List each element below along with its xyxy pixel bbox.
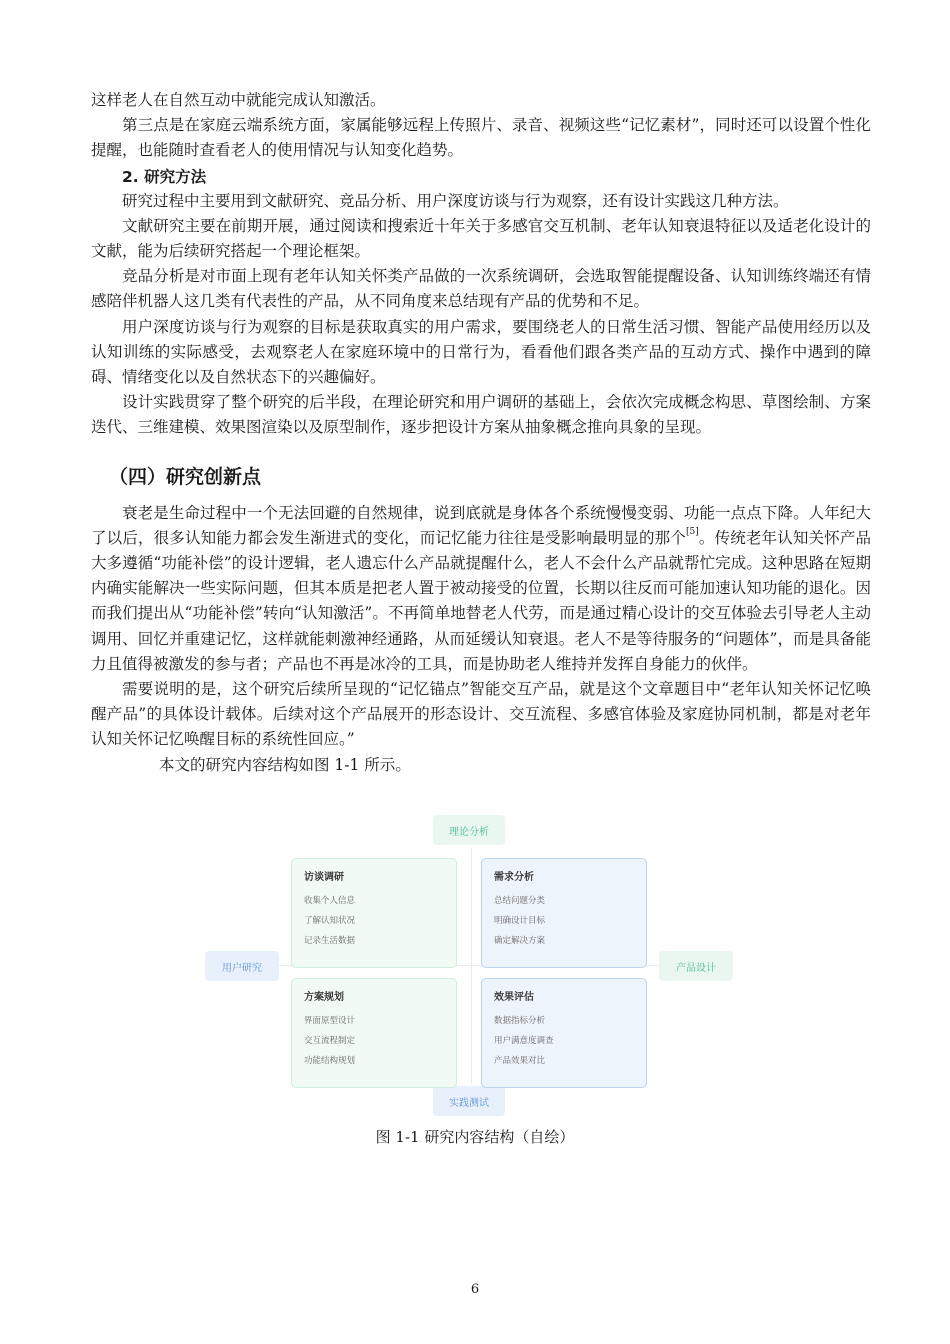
quadrant-needs bbox=[481, 858, 647, 968]
label-theory: 理论分析 bbox=[433, 815, 505, 845]
figure-intro: 本文的研究内容结构如图 1-1 所示。 bbox=[159, 755, 411, 774]
label-user-research: 用户研究 bbox=[205, 951, 279, 981]
label-practice-test: 实践测试 bbox=[433, 1086, 505, 1116]
text-run: 衰老是生命过程中一个无法回避的自然规律，说到底就是身体各个系统慢慢变弱、功能一点点下降。人年纪大了以后，很多认知能力都会发生渐进式的变化，而记忆能力往往是受影响最明显的那个 bbox=[91, 503, 871, 547]
subheading-methods: 2. 研究方法 bbox=[122, 167, 207, 186]
paragraph: 需要说明的是，这个研究后续所呈现的“记忆锚点”智能交互产品，就是这个文章题目中“老年认知关怀记忆唤醒产品”的具体设计载体。后续对这个产品展开的形态设计、交互流程、多感官体验及家庭协同机制，都是对老年认知关怀记忆唤醒目标的系统性回应。” bbox=[91, 680, 871, 749]
paragraph bbox=[91, 501, 871, 677]
quadrant-item: 功能结构规划 bbox=[304, 1056, 356, 1066]
section-heading: （四）研究创新点 bbox=[109, 465, 262, 488]
quadrant-item: 产品效果对比 bbox=[494, 1056, 546, 1066]
quadrant-title: 方案规划 bbox=[304, 992, 344, 1003]
quadrant-title: 需求分析 bbox=[494, 872, 534, 883]
quadrant-interview bbox=[291, 858, 457, 968]
quadrant-item: 收集个人信息 bbox=[304, 896, 356, 906]
paragraph: 竞品分析是对市面上现有老年认知关怀类产品做的一次系统调研，会选取智能提醒设备、认知训练终端还有情感陪伴机器人这几类有代表性的产品，从不同角度来总结现有产品的优势和不足。 bbox=[91, 267, 871, 311]
quadrant-item: 用户满意度调查 bbox=[494, 1036, 554, 1046]
research-structure-diagram bbox=[205, 810, 745, 1122]
quadrant-item: 总结问题分类 bbox=[494, 896, 546, 906]
page-body bbox=[91, 88, 871, 778]
paragraph: 文献研究主要在前期开展，通过阅读和搜索近十年关于多感官交互机制、老年认知衰退特征以及适老化设计的文献，能为后续研究搭起一个理论框架。 bbox=[91, 216, 871, 261]
quadrant-item: 交互流程制定 bbox=[304, 1036, 356, 1046]
quadrant-planning bbox=[291, 978, 457, 1088]
quadrant-item: 确定解决方案 bbox=[494, 936, 546, 946]
paragraph: 用户深度访谈与行为观察的目标是获取真实的用户需求，要围绕老人的日常生活习惯、智能产品使用经历以及认知训练的实际感受，去观察老人在家庭环境中的日常行为，看看他们跟各类产品的互动方式、操作中遇到的障碍、情绪变化以及自然状态下的兴趣偏好。 bbox=[91, 317, 871, 387]
paragraph: 研究过程中主要用到文献研究、竞品分析、用户深度访谈与行为观察，还有设计实践这几种方法。 bbox=[122, 191, 789, 210]
paragraph: 设计实践贯穿了整个研究的后半段，在理论研究和用户调研的基础上，会依次完成概念构思、草图绘制、方案迭代、三维建模、效果图渲染以及原型制作，逐步把设计方案从抽象概念推向具象的呈现。 bbox=[91, 393, 871, 437]
quadrant-title: 访谈调研 bbox=[304, 872, 344, 883]
vertical-axis bbox=[471, 848, 472, 1084]
quadrant-item: 记录生活数据 bbox=[304, 936, 356, 946]
page-number: 6 bbox=[470, 1282, 480, 1297]
label-product-design: 产品设计 bbox=[659, 951, 733, 981]
quadrant-title: 效果评估 bbox=[494, 992, 534, 1003]
quadrant-item: 了解认知状况 bbox=[304, 916, 356, 926]
quadrant-item: 数据指标分析 bbox=[494, 1016, 546, 1026]
quadrant-item: 明确设计目标 bbox=[494, 916, 546, 926]
text-run: 。传统老年认知关怀产品大多遵循“功能补偿”的设计逻辑，老人遗忘什么产品就提醒什么，老人不会什么产品就帮忙完成。这种思路在短期内确实能解决一些实际问题，但其本质是把老人置于被动接受的位置，长期以往反而可能加速认知功能的退化。因而我们提出从“功能补偿”转向“认知激活”。不再简单地替老人代劳，而是通过精心设计的交互体验去引导老人主动调用、回忆并重建记忆，这样就能刺激神经通路，从而延缓认知衰退。老人不是等待服务的“问题体”，而是具备能力且值得被激发的参与者；产品也不再是冰冷的工具，而是协助老人维持并发挥自身能力的伙伴。 bbox=[91, 528, 871, 673]
paragraph: 第三点是在家庭云端系统方面，家属能够远程上传照片、录音、视频这些“记忆素材”，同时还可以设置个性化提醒，也能随时查看老人的使用情况与认知变化趋势。 bbox=[91, 116, 871, 160]
quadrant-item: 界面原型设计 bbox=[304, 1016, 356, 1026]
paragraph: 这样老人在自然互动中就能完成认知激活。 bbox=[91, 91, 386, 109]
quadrant-evaluation bbox=[481, 978, 647, 1088]
citation[interactable]: [5] bbox=[686, 526, 699, 537]
figure-caption: 图 1-1 研究内容结构（自绘） bbox=[375, 1128, 575, 1146]
